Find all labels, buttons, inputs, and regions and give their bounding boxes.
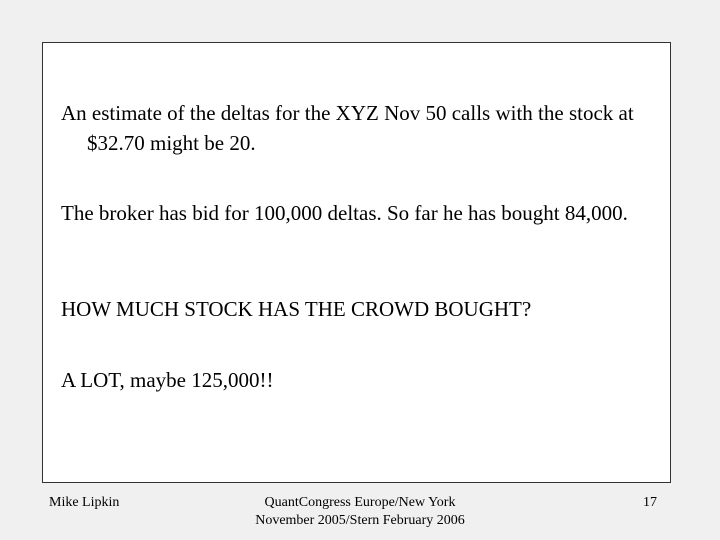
footer-event bbox=[230, 494, 490, 530]
paragraph-question: HOW MUCH STOCK HAS THE CROWD BOUGHT? bbox=[61, 297, 532, 321]
paragraph-delta-estimate: An estimate of the deltas for the XYZ Nov 50 calls with the stock at $32.70 might be 20. bbox=[61, 101, 634, 155]
footer-event-line-2: November 2005/Stern February 2006 bbox=[255, 513, 465, 528]
footer-event-line-1: QuantCongress Europe/New York bbox=[264, 495, 456, 510]
footer-author: Mike Lipkin bbox=[49, 495, 120, 510]
footer-page-number: 17 bbox=[643, 495, 657, 510]
paragraph-answer: A LOT, maybe 125,000!! bbox=[61, 368, 274, 392]
paragraph-broker-bid: The broker has bid for 100,000 deltas. So far he has bought 84,000. bbox=[61, 201, 628, 225]
